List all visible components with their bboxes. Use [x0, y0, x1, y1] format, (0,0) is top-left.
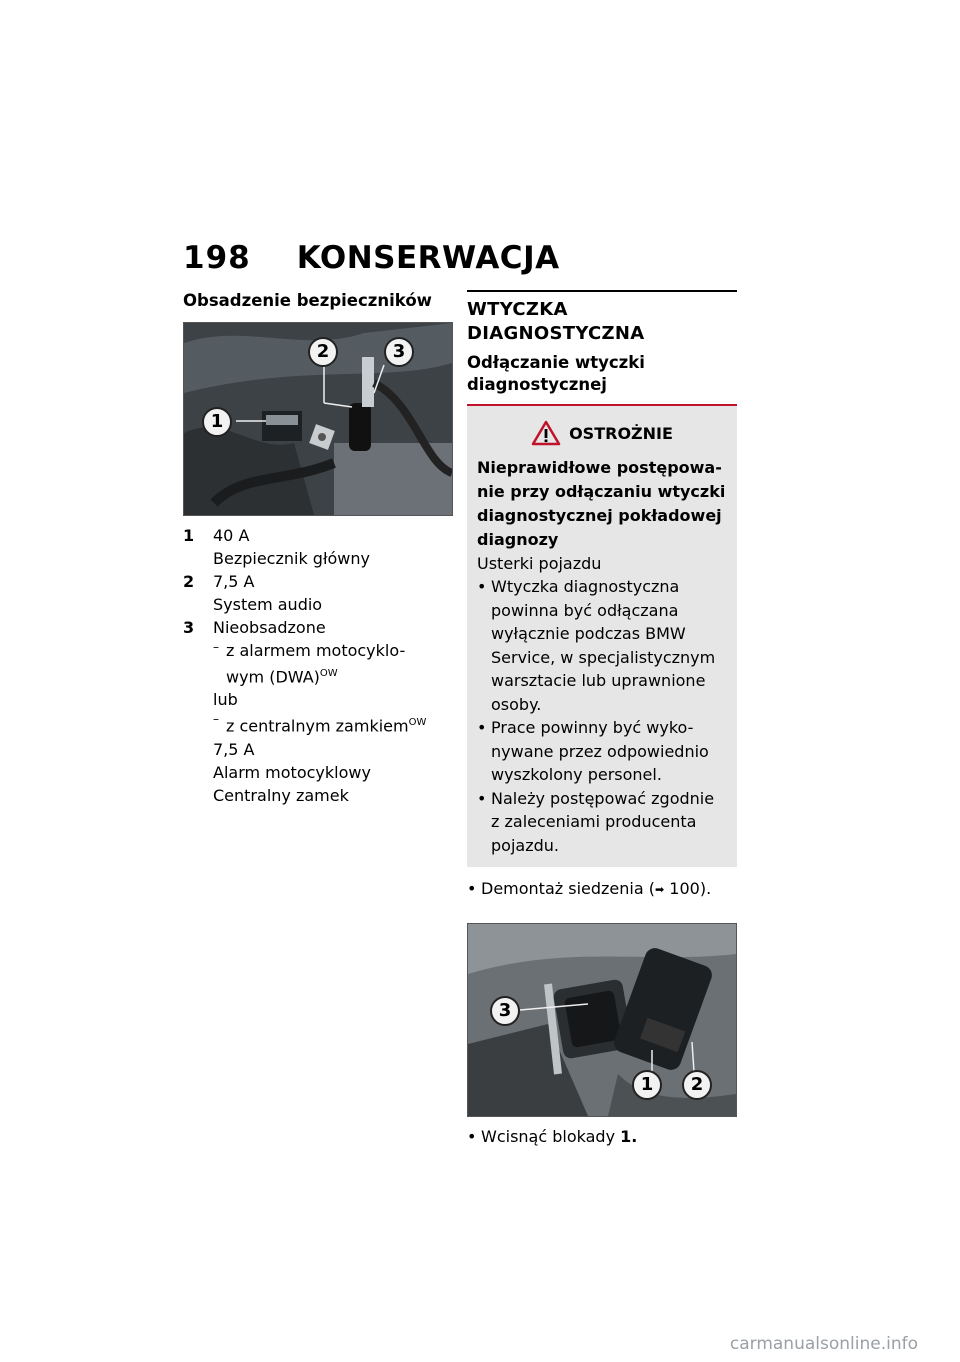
photo-callout-1: 1 [632, 1070, 662, 1100]
page-number: 198 [183, 240, 251, 276]
photo-callout-2: 2 [682, 1070, 712, 1100]
option-central-lock: – z centralnym zamkiem$^{OW}$ [213, 711, 426, 737]
photo-callout-3: 3 [490, 996, 520, 1026]
diagnostic-connector-photo [467, 923, 737, 1117]
right-column [467, 290, 737, 1149]
fuse-legend [183, 524, 453, 807]
watermark: carmanualsonline.info [729, 1334, 918, 1354]
page-reference[interactable]: 100). [669, 879, 712, 898]
page-header [183, 240, 560, 280]
left-column [183, 290, 453, 807]
caution-box [467, 406, 737, 867]
photo-callout-2: 2 [308, 337, 338, 367]
caution-bullet: • Wtyczka diagnostyczna powinna być odłączana wyłącznie podczas BMW Service, w specjalistycznym warsztacie lub uprawnione osoby. [477, 575, 727, 716]
caution-bullet: • Prace powinny być wyko- nywane przez odpowiednio wyszkolony personel. [477, 716, 727, 787]
caution-consequence: Usterki pojazdu [477, 554, 602, 573]
caution-label: OSTROŻNIE [569, 423, 673, 443]
fuse-box-photo [183, 322, 453, 516]
option-alarm: – z alarmem motocyklo- wym (DWA)$^{OW}$ [213, 639, 426, 688]
arrow-right-icon: ➡ [654, 882, 665, 896]
legend-item-1: 1 40 A Bezpiecznik główny [183, 526, 370, 568]
fuse-section-heading: Obsadzenie bezpieczników [183, 291, 432, 310]
warning-triangle-icon [531, 420, 561, 446]
optional-equipment-mark: OW [408, 717, 427, 729]
step-press-locks: • Wcisnąć blokady 1. [467, 1125, 737, 1149]
step-remove-seat: • Demontaż siedzenia (➡ 100). [467, 877, 737, 901]
legend-item-2: 2 7,5 A System audio [183, 572, 323, 614]
photo-callout-3: 3 [384, 337, 414, 367]
caution-bullet: • Należy postępować zgodnie z zaleceniami producenta pojazdu. [477, 787, 727, 858]
optional-equipment-mark: OW [319, 668, 338, 679]
legend-item-3: 3 Nieobsadzone – z alarmem motocyklo- wym (DWA)$^{OW}$ lub – z centralnym zamkiem$^{OW}$ 7,5 A Alarm motocyklowy Centralny zamek [183, 616, 453, 807]
subsection-heading: Odłączanie wtyczki diagnostycznej [467, 352, 737, 406]
chapter-title: KONSERWACJA [296, 240, 560, 276]
caution-lead: Nieprawidłowe postępowa- nie przy odłączaniu wtyczki diagnostycznej pokładowej diagnozy [477, 458, 726, 549]
section-title: WTYCZKA DIAGNOSTYCZNA [467, 290, 737, 346]
photo-callout-1: 1 [202, 407, 232, 437]
